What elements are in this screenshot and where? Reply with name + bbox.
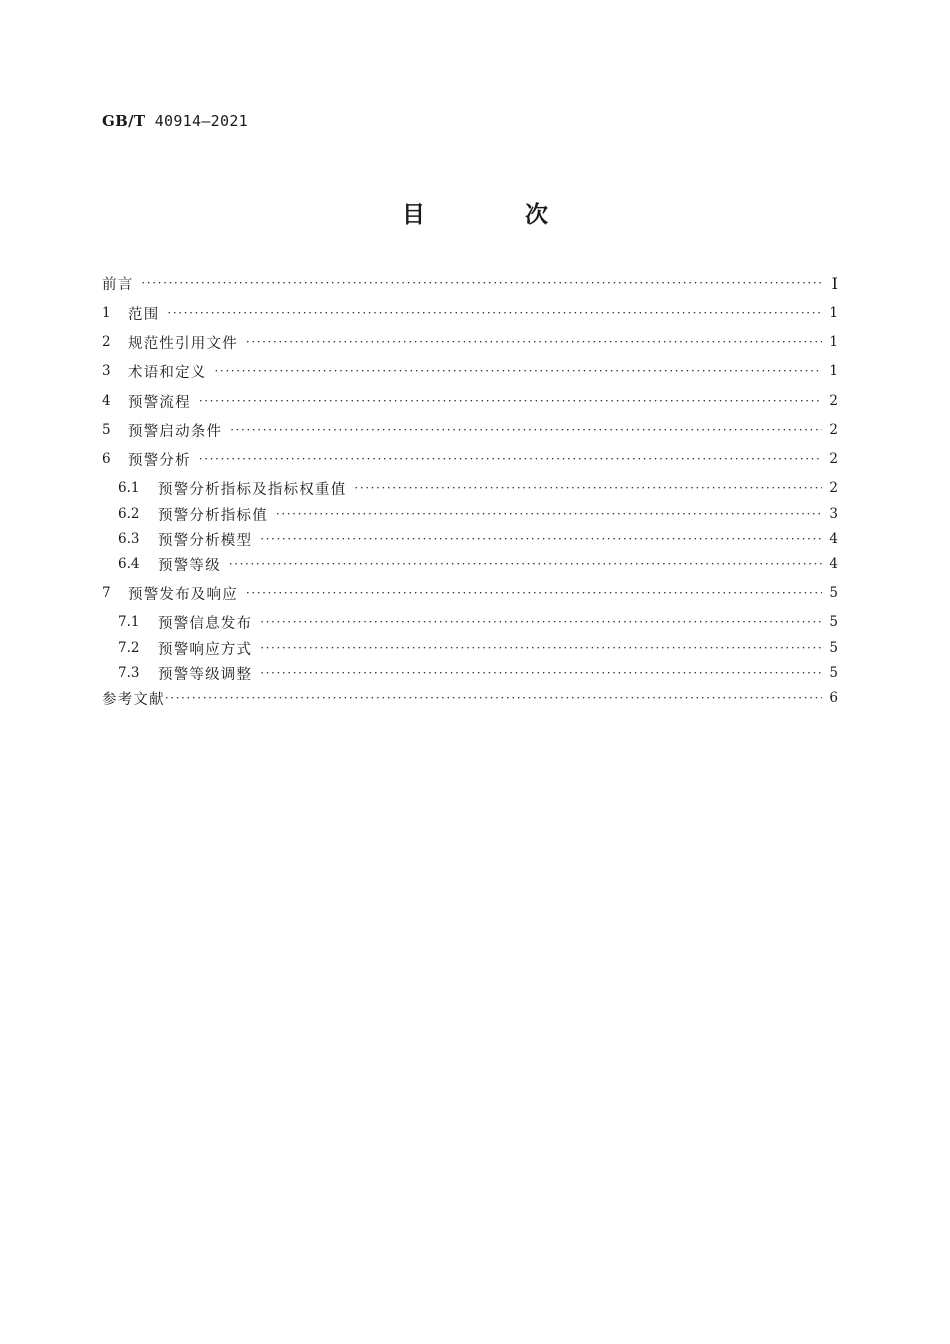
toc-leader-dots bbox=[229, 556, 822, 572]
toc-leader-dots bbox=[260, 614, 822, 630]
toc-entry-3[interactable] bbox=[102, 360, 838, 382]
toc-entry-title: 预警分析 bbox=[128, 452, 191, 469]
toc-leader-dots bbox=[199, 451, 822, 467]
toc-entry-5[interactable] bbox=[102, 419, 838, 441]
toc-leader-dots bbox=[246, 585, 822, 601]
toc-entry-title: 预警发布及响应 bbox=[128, 586, 238, 603]
toc-entry-6-2[interactable] bbox=[102, 503, 838, 525]
toc-entry-number: 6.1 bbox=[118, 480, 140, 496]
toc-entry-number: 6.3 bbox=[118, 531, 140, 547]
toc-entry-7[interactable] bbox=[102, 582, 838, 604]
toc-page-number: 3 bbox=[829, 506, 838, 522]
toc-entry-title: 预警分析模型 bbox=[158, 532, 253, 549]
toc-page-number: 4 bbox=[829, 556, 838, 572]
toc-entry-7-2[interactable] bbox=[102, 637, 838, 659]
toc-page-number: 2 bbox=[829, 480, 838, 496]
toc-page-number: 5 bbox=[829, 665, 838, 681]
toc-page-number: 4 bbox=[829, 531, 838, 547]
toc-entry-title: 预警响应方式 bbox=[158, 641, 253, 658]
toc-entry-number: 1 bbox=[102, 305, 111, 321]
toc-leader-dots bbox=[260, 531, 822, 547]
toc-leader-dots bbox=[260, 665, 822, 681]
toc-entry-title: 预警等级调整 bbox=[158, 666, 253, 683]
toc-page-number: 1 bbox=[829, 305, 838, 321]
toc-leader-dots bbox=[246, 334, 822, 350]
toc-entry-number: 6.2 bbox=[118, 506, 140, 522]
toc-title: 目 次 bbox=[401, 202, 594, 228]
toc-entry-title: 预警启动条件 bbox=[128, 423, 223, 440]
toc-entry-title: 预警分析指标及指标权重值 bbox=[158, 481, 347, 498]
toc-entry-title: 术语和定义 bbox=[128, 364, 207, 381]
toc-entry-6-1[interactable] bbox=[102, 477, 838, 499]
toc-page-number: 2 bbox=[829, 393, 838, 409]
toc-entry-title: 范围 bbox=[128, 306, 160, 323]
toc-entry-title: 预警信息发布 bbox=[158, 615, 253, 632]
toc-leader-dots bbox=[165, 690, 822, 706]
toc-leader-dots bbox=[141, 275, 822, 291]
toc-leader-dots bbox=[167, 305, 822, 321]
toc-page-number: 5 bbox=[829, 585, 838, 601]
toc-leader-dots bbox=[230, 422, 822, 438]
toc-entry-6-3[interactable] bbox=[102, 528, 838, 550]
toc-entry-title: 预警等级 bbox=[158, 557, 221, 574]
toc-page-number: 2 bbox=[829, 451, 838, 467]
toc-page-number: 1 bbox=[829, 363, 838, 379]
toc-leader-dots bbox=[260, 640, 822, 656]
toc-entry-number: 7 bbox=[102, 585, 111, 601]
toc-page-number: 2 bbox=[829, 422, 838, 438]
toc-entry-references[interactable] bbox=[102, 687, 838, 709]
toc-page-number: Ⅰ bbox=[831, 273, 838, 293]
toc-entry-title: 规范性引用文件 bbox=[128, 335, 238, 352]
toc-entry-number: 2 bbox=[102, 334, 111, 350]
toc-leader-dots bbox=[354, 480, 822, 496]
toc-entry-number: 6.4 bbox=[118, 556, 140, 572]
toc-entry-number: 7.2 bbox=[118, 640, 140, 656]
toc-entry-number: 5 bbox=[102, 422, 111, 438]
toc-entry-number: 6 bbox=[102, 451, 111, 467]
toc-entry-6[interactable] bbox=[102, 448, 838, 470]
toc-entry-preface[interactable] bbox=[102, 272, 838, 294]
toc-page-number: 5 bbox=[829, 640, 838, 656]
toc-entry-number: 7.1 bbox=[118, 614, 140, 630]
toc-leader-dots bbox=[276, 506, 822, 522]
toc-entry-1[interactable] bbox=[102, 302, 838, 324]
standard-code bbox=[102, 112, 248, 130]
toc-entry-title: 前言 bbox=[102, 276, 134, 293]
toc-entry-7-3[interactable] bbox=[102, 662, 838, 684]
toc-page-number: 6 bbox=[829, 690, 838, 706]
toc-entry-title: 参考文献 bbox=[102, 691, 165, 708]
toc-entry-2[interactable] bbox=[102, 331, 838, 353]
standard-prefix: GB/T bbox=[102, 112, 146, 130]
toc-entry-title: 预警分析指标值 bbox=[158, 507, 268, 524]
toc-page-number: 5 bbox=[829, 614, 838, 630]
standard-number: 40914—2021 bbox=[154, 112, 248, 130]
toc-entry-title: 预警流程 bbox=[128, 394, 191, 411]
toc-entry-4[interactable] bbox=[102, 390, 838, 412]
toc-leader-dots bbox=[215, 363, 823, 379]
toc-entry-6-4[interactable] bbox=[102, 553, 838, 575]
toc-entry-number: 4 bbox=[102, 393, 111, 409]
toc-leader-dots bbox=[199, 393, 822, 409]
toc-page-number: 1 bbox=[829, 334, 838, 350]
toc-entry-7-1[interactable] bbox=[102, 611, 838, 633]
toc-entry-number: 3 bbox=[102, 363, 111, 379]
toc-entry-number: 7.3 bbox=[118, 665, 140, 681]
